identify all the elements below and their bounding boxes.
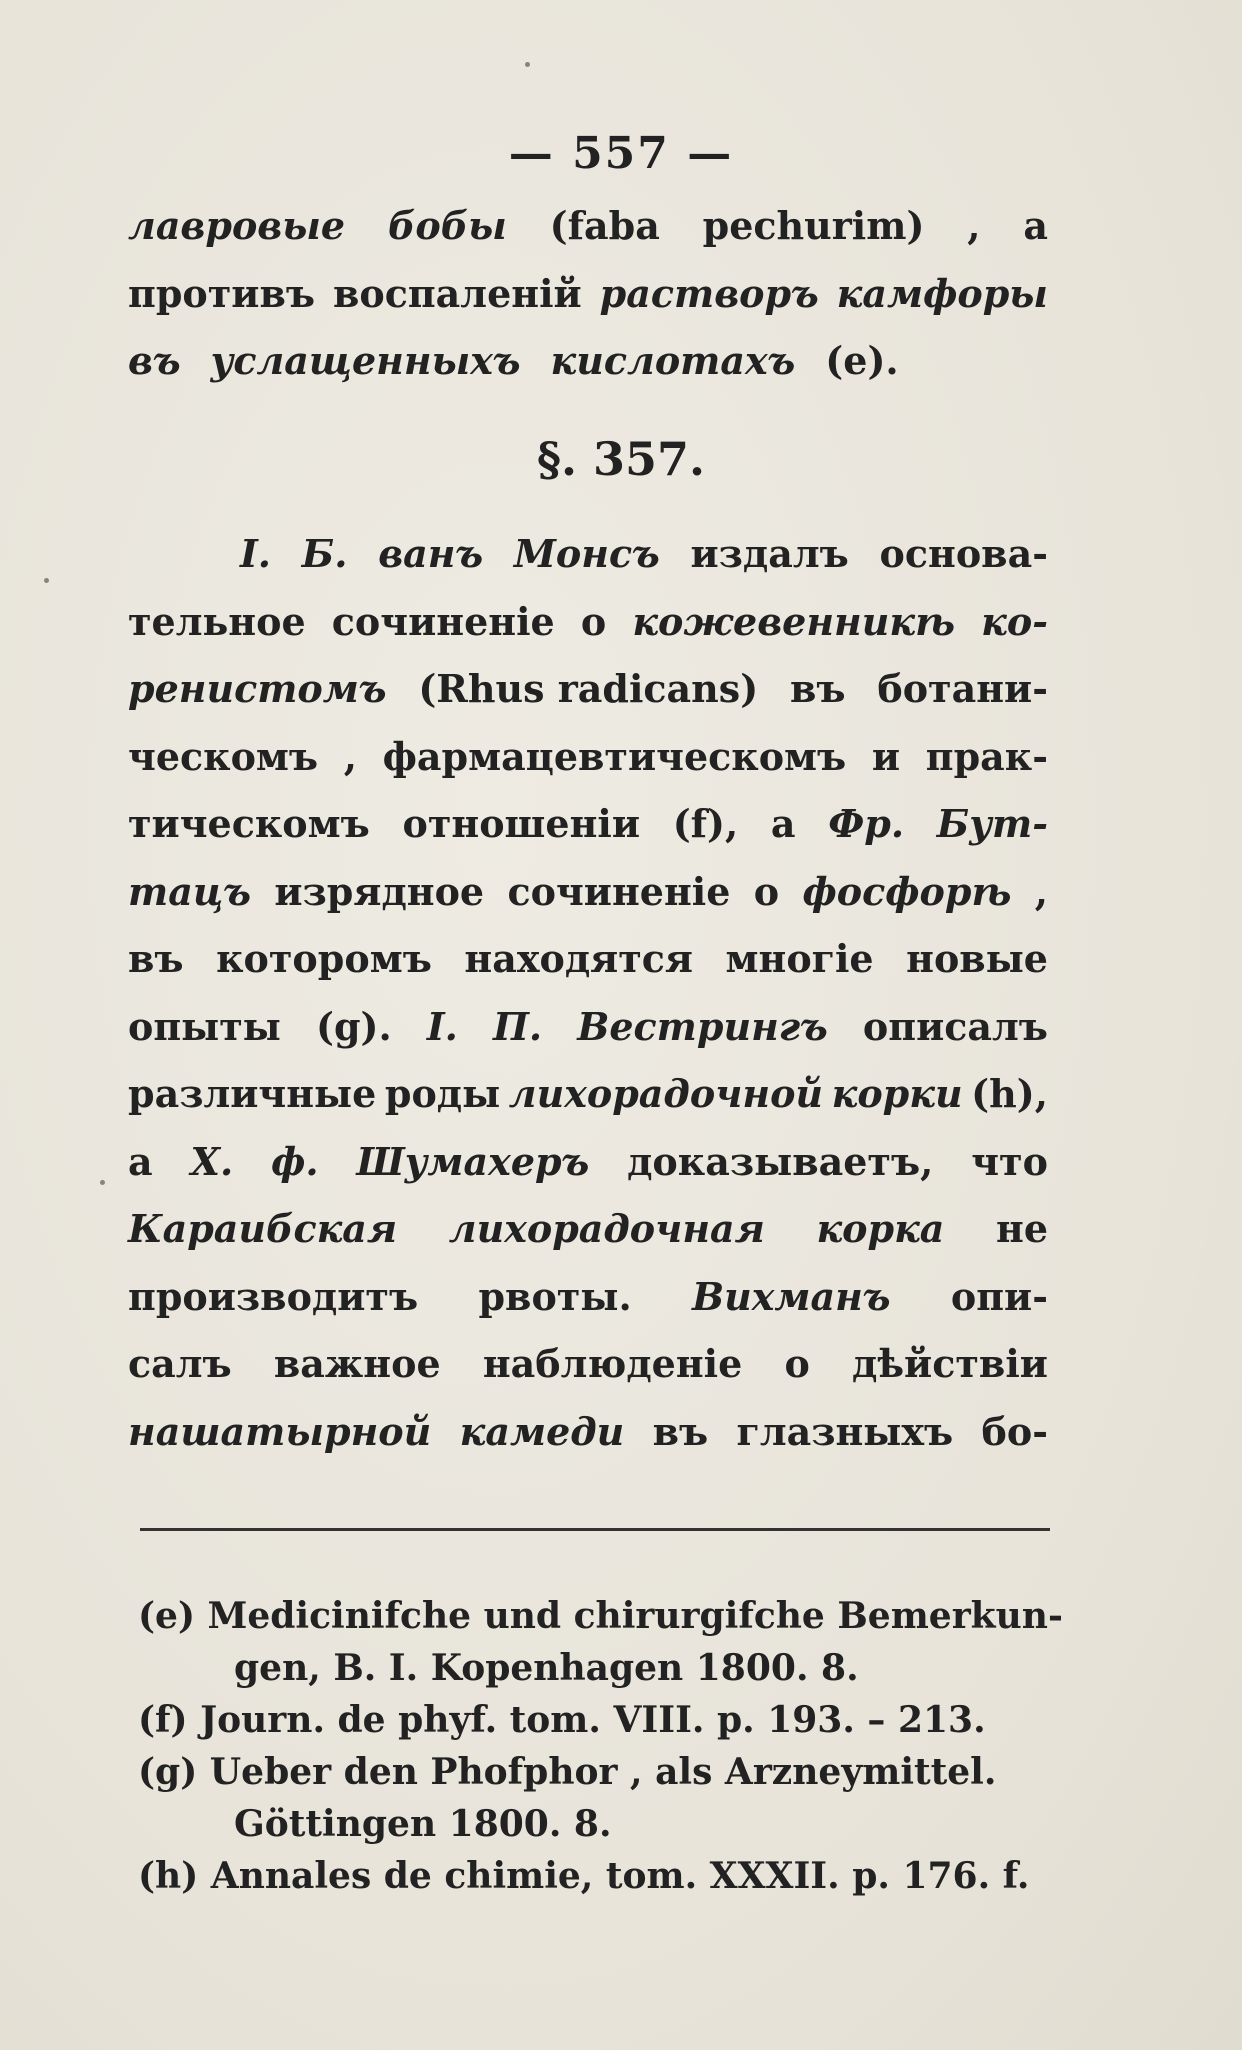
word: новые (906, 936, 1048, 981)
text-line (128, 858, 1048, 926)
footnote-e-cont: gen, B. I. Kopenhagen 1800. 8. (234, 1647, 859, 1689)
word: сочиненіе (507, 868, 731, 914)
footnote-g: (g) Ueber den Phofphor , als Arzneymittel. (138, 1751, 997, 1793)
text-line (128, 723, 1048, 791)
word: что (971, 1138, 1048, 1184)
word: П. (493, 1003, 543, 1049)
word: камфоры (836, 270, 1048, 316)
text-line (128, 993, 1048, 1061)
word: Бут- (936, 801, 1048, 846)
word: ко- (981, 598, 1048, 644)
paper-speck (525, 62, 530, 67)
word: лавровые (128, 203, 346, 248)
paper-speck (100, 1180, 105, 1185)
word: фармацевтическомъ (382, 733, 847, 779)
word: Б. (301, 531, 348, 576)
word: салъ (128, 1341, 232, 1386)
word: камеди (459, 1408, 625, 1454)
word: а (1023, 203, 1048, 248)
word: Вестрингъ (577, 1003, 828, 1049)
word: лихорадочная (448, 1206, 765, 1251)
word: въ (789, 666, 846, 711)
word: (f), (672, 801, 739, 846)
word: о (580, 598, 607, 644)
word: корка (816, 1206, 945, 1251)
word: , (343, 733, 357, 779)
word: отношеніи (402, 801, 640, 846)
word: I. (426, 1003, 458, 1049)
word: въ (128, 936, 184, 981)
text-line (128, 1398, 1048, 1466)
word: кислотахъ (550, 338, 796, 383)
word: и (871, 733, 901, 779)
paper-speck (44, 578, 49, 583)
word: ванъ (378, 531, 484, 576)
word: а (128, 1138, 153, 1184)
word: не (996, 1206, 1048, 1251)
word: (h), (971, 1071, 1048, 1116)
word: Вихманъ (692, 1273, 891, 1319)
word: pechurim) (702, 203, 925, 248)
text-line (128, 520, 1048, 588)
word: растворъ (599, 270, 819, 316)
word: ф. (271, 1138, 319, 1184)
word: противъ (128, 270, 316, 316)
main-paragraph (128, 520, 1048, 1465)
text-line (128, 655, 1048, 723)
section-heading: §. 357. (536, 432, 706, 486)
word: воспаленій (332, 270, 582, 316)
word: тическомъ (128, 801, 370, 846)
word: рвоты. (478, 1273, 632, 1319)
footnote-f: (f) Journ. de phyf. tom. VIII. p. 193. – 213. (138, 1699, 986, 1741)
word: описалъ (862, 1003, 1048, 1049)
top-paragraph (128, 192, 1048, 395)
word: , (1034, 868, 1048, 914)
word: нашатырной (128, 1408, 432, 1454)
footnote-h: (h) Annales de chimie, tom. XXXII. p. 176. f. (138, 1855, 1030, 1897)
text-line (128, 260, 1048, 328)
text-line (128, 1128, 1048, 1196)
word: Фр. (828, 801, 905, 846)
word: , (967, 203, 981, 248)
word: тацъ (128, 868, 251, 914)
footnote-g-cont: Göttingen 1800. 8. (234, 1803, 612, 1845)
text-line (128, 1263, 1048, 1331)
text-line (128, 790, 1048, 858)
footnote-e: (e) Medicinifche und chirurgifche Bemerkun- (138, 1595, 1063, 1637)
word: (faba (549, 203, 660, 248)
word: важное (273, 1341, 441, 1386)
word: кожевенникѣ (632, 598, 955, 644)
footnote-divider (140, 1528, 1050, 1531)
page-number-header: — 557 — (508, 128, 734, 179)
word: ботани- (877, 666, 1048, 711)
word: Шумахеръ (356, 1138, 590, 1184)
word: (e). (825, 338, 899, 383)
word: различные (128, 1071, 377, 1116)
word: (Rhus radicans) (418, 666, 759, 711)
word: прак- (925, 733, 1048, 779)
text-line (128, 1060, 1048, 1128)
word: основа- (879, 531, 1048, 576)
word: бобы (387, 203, 507, 248)
word: ческомъ (128, 733, 319, 779)
word: ренистомъ (128, 666, 387, 711)
word: сочиненіе (331, 598, 555, 644)
text-line (128, 192, 1048, 260)
word: Х. (190, 1138, 234, 1184)
word: въ (128, 338, 181, 383)
word: въ (652, 1408, 709, 1454)
text-line (128, 588, 1048, 656)
word: тельное (128, 598, 306, 644)
word: изрядное (274, 868, 485, 914)
word: фосфорѣ (802, 868, 1012, 914)
text-line (128, 925, 1048, 993)
word: опи- (950, 1273, 1048, 1319)
word: доказываетъ, (627, 1138, 934, 1184)
word: бо- (981, 1408, 1048, 1454)
text-line (128, 1195, 1048, 1263)
word: находятся (464, 936, 693, 981)
word: лихорадочной (508, 1071, 824, 1116)
word: дѣйствіи (852, 1341, 1048, 1386)
word: опыты (128, 1003, 281, 1049)
word: услащенныхъ (210, 338, 521, 383)
word: корки (831, 1071, 963, 1116)
word: о (753, 868, 780, 914)
text-line (128, 1330, 1048, 1398)
text-line (128, 327, 1048, 395)
word: наблюденіе (482, 1341, 743, 1386)
word: глазныхъ (736, 1408, 954, 1454)
word: многіе (725, 936, 874, 981)
word: которомъ (216, 936, 432, 981)
word: издалъ (690, 531, 849, 576)
word: о (784, 1341, 810, 1386)
word: производитъ (128, 1273, 419, 1319)
word: а (770, 801, 796, 846)
footnotes (138, 1590, 1063, 1902)
word: Караибская (128, 1206, 398, 1251)
word: роды (384, 1071, 501, 1116)
word: Монсъ (513, 531, 660, 576)
word: I. (240, 531, 272, 576)
word: (g). (316, 1003, 392, 1049)
